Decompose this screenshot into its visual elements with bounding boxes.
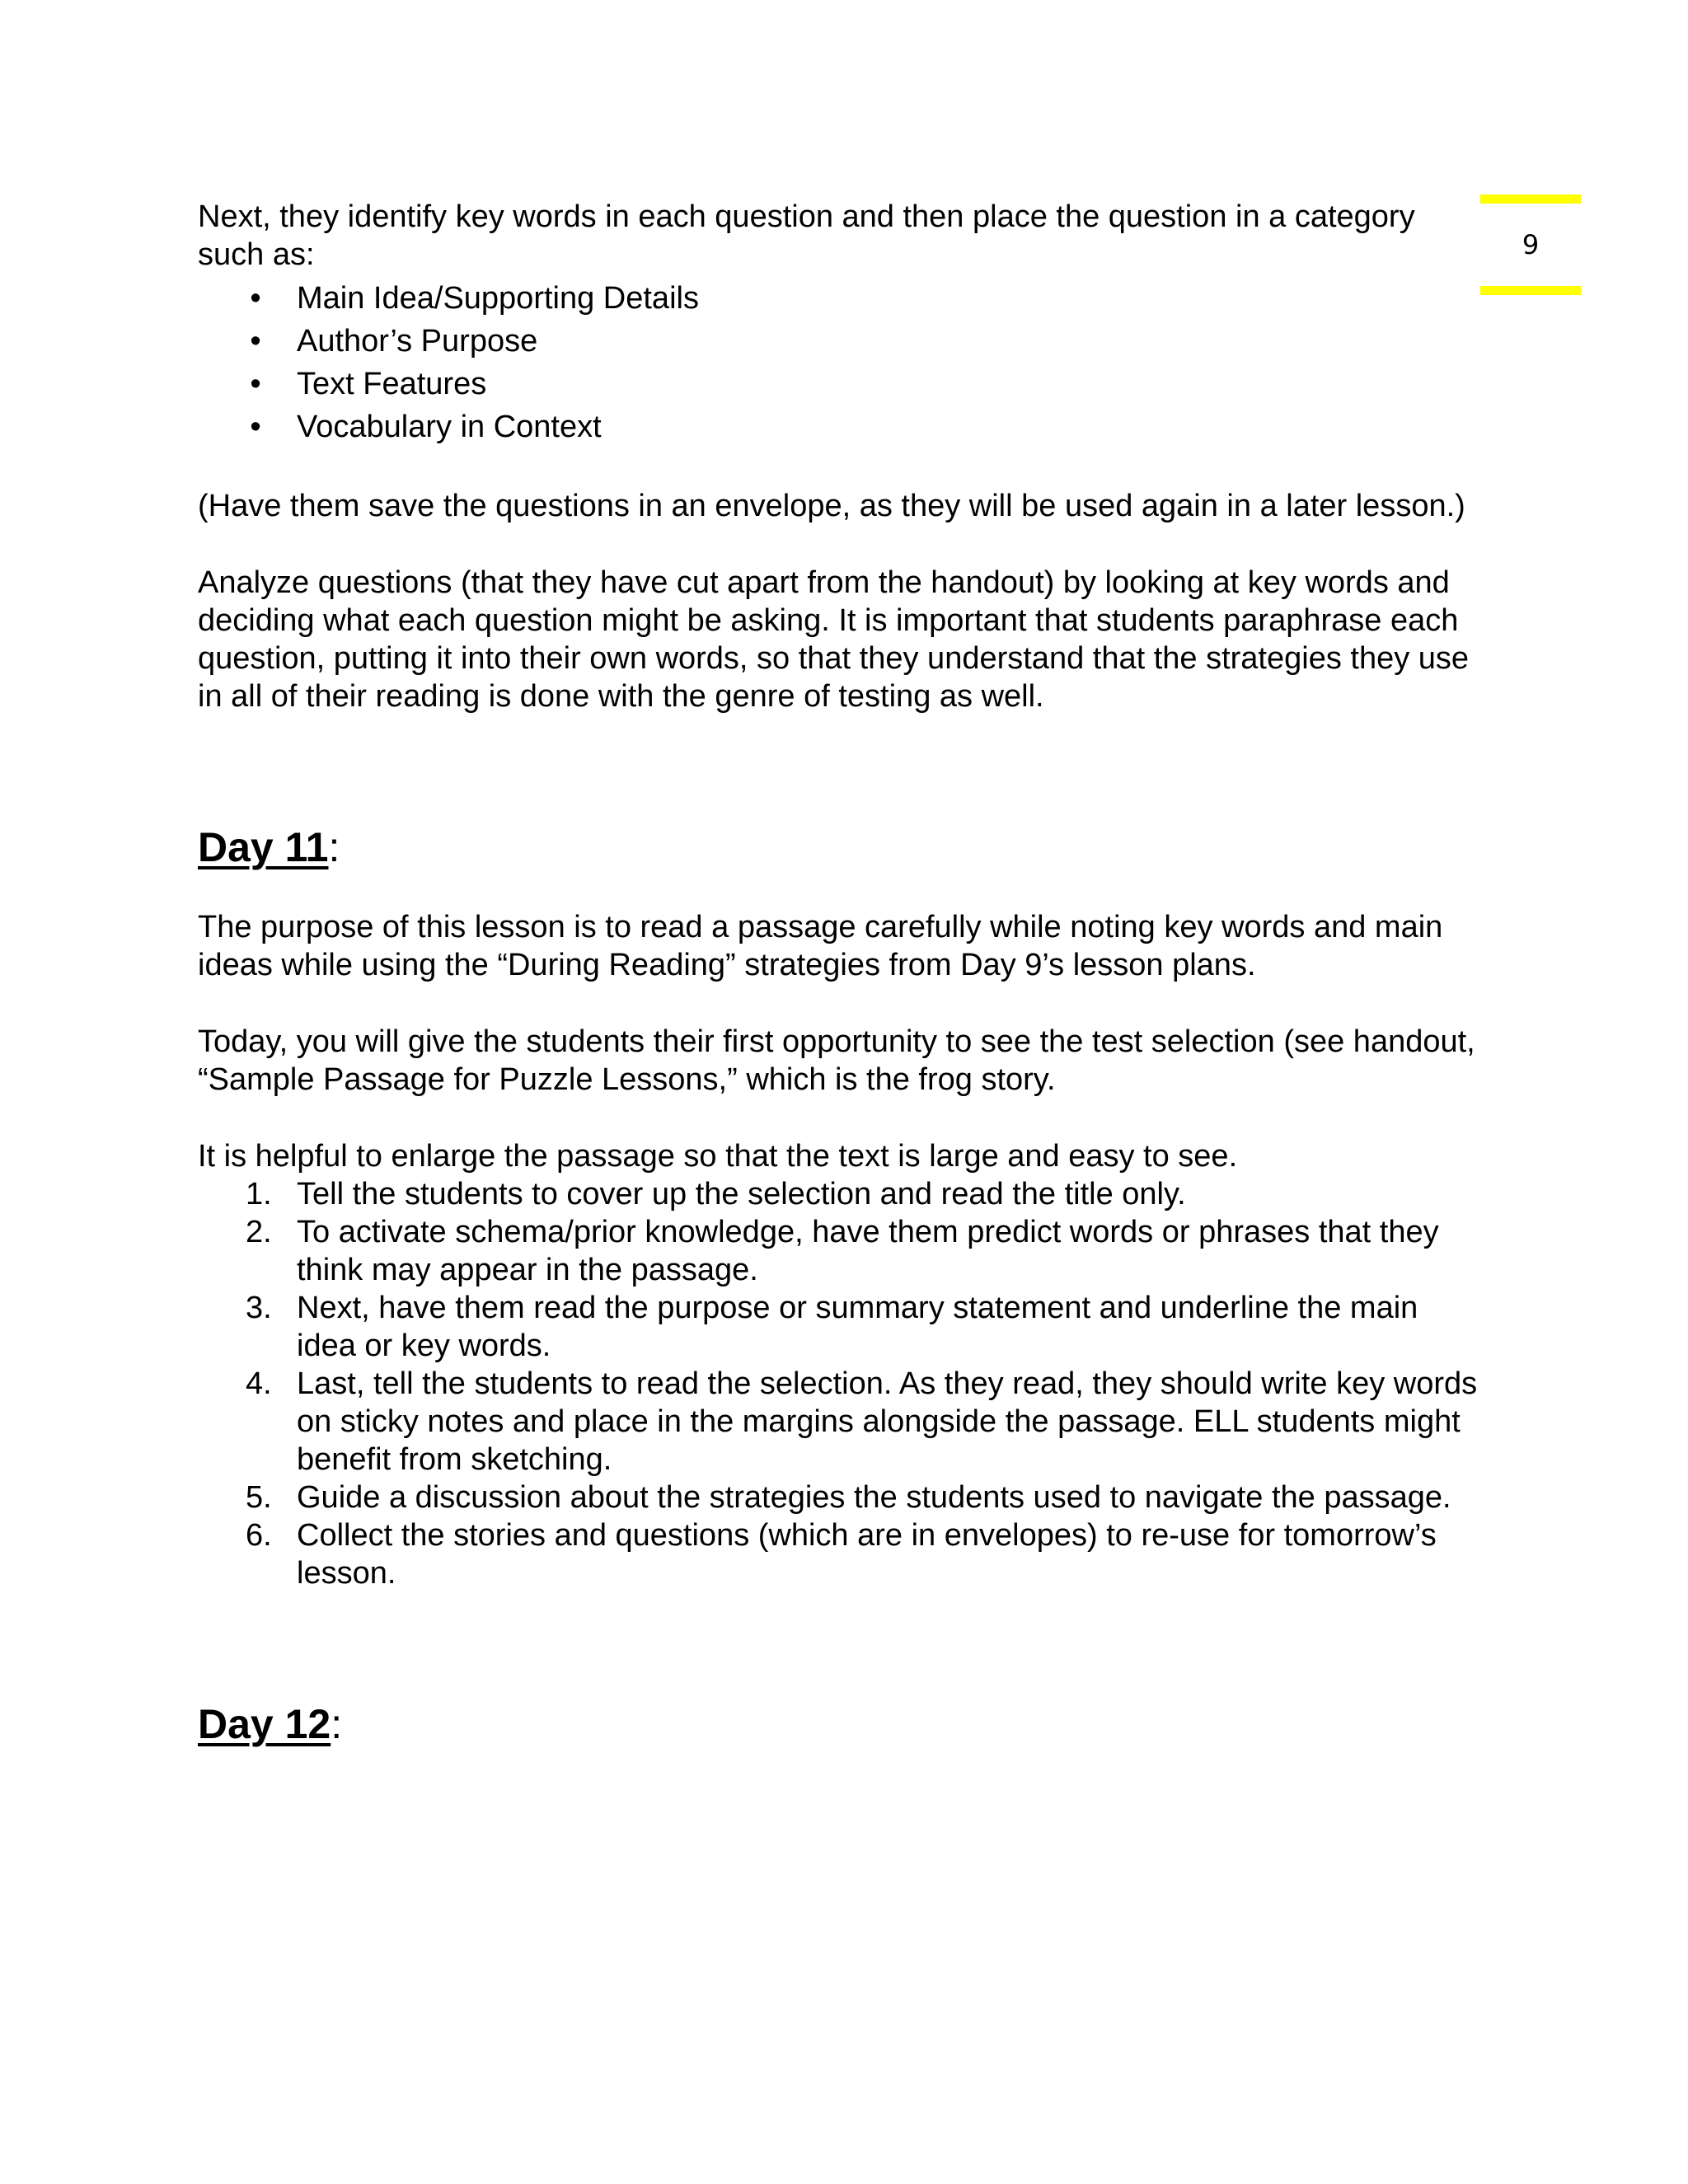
list-item [198, 1213, 1484, 1289]
step-number: 1. [246, 1177, 272, 1212]
day12-heading-colon: : [331, 1701, 343, 1747]
category-label: Text Features [297, 367, 487, 401]
step-number: 3. [246, 1291, 272, 1325]
day11-heading [198, 823, 1484, 872]
list-item [198, 1365, 1484, 1479]
list-item [198, 363, 1484, 405]
step-text: Collect the stories and questions (which are in envelopes) to re-use for tomorrow’s lesson. [297, 1518, 1437, 1591]
day11-heading-label: Day 11 [198, 824, 329, 870]
step-text: Guide a discussion about the strategies the students used to navigate the passage. [297, 1480, 1451, 1515]
list-item [198, 320, 1484, 363]
list-item [198, 405, 1484, 448]
list-item [198, 1175, 1484, 1213]
day11-heading-colon: : [328, 824, 340, 870]
page-number: 9 [1522, 229, 1540, 260]
bullet-icon: • [250, 367, 261, 401]
category-label: Vocabulary in Context [297, 410, 602, 444]
step-number: 5. [246, 1480, 272, 1515]
document-body [198, 198, 1484, 1749]
analyze-paragraph: Analyze questions (that they have cut apart from the handout) by looking at key words and deciding what each question might be asking. It is important that students paraphrase each question, putting it into their own words, so that they understand that the strategies they use in all of their reading is done with the genre of testing as well. [198, 565, 1470, 714]
step-text: Next, have them read the purpose or summary statement and underline the main idea or key words. [297, 1291, 1418, 1363]
bullet-icon: • [250, 410, 261, 444]
intro-paragraph: Next, they identify key words in each question and then place the question in a category such as: [198, 199, 1415, 272]
page-number-box [1480, 194, 1581, 295]
step-number: 2. [246, 1215, 272, 1249]
step-number: 4. [246, 1366, 272, 1401]
step-text: Tell the students to cover up the selection and read the title only. [297, 1177, 1186, 1212]
bullet-icon: • [250, 324, 261, 359]
list-item [198, 1479, 1484, 1516]
day12-heading [198, 1699, 1484, 1749]
save-note: (Have them save the questions in an envelope, as they will be used again in a later lesson.) [198, 489, 1465, 523]
step-number: 6. [246, 1518, 272, 1553]
category-list [198, 277, 1484, 448]
day11-helpful: It is helpful to enlarge the passage so that the text is large and easy to see. [198, 1139, 1238, 1174]
day11-today: Today, you will give the students their first opportunity to see the test selection (see handout, “Sample Passage for Puzzle Lessons,” which is the frog story. [198, 1024, 1475, 1097]
bullet-icon: • [250, 281, 261, 316]
list-item [198, 1289, 1484, 1365]
list-item [198, 277, 1484, 320]
day11-steps [198, 1175, 1484, 1592]
category-label: Author’s Purpose [297, 324, 538, 359]
day11-purpose: The purpose of this lesson is to read a passage carefully while noting key words and main ideas while using the “During Reading” strategies from Day 9’s lesson plans. [198, 910, 1443, 982]
step-text: Last, tell the students to read the selection. As they read, they should write key words on sticky notes and place in the margins alongside the passage. ELL students might benefit from sketching. [297, 1366, 1478, 1477]
step-text: To activate schema/prior knowledge, have them predict words or phrases that they think may appear in the passage. [297, 1215, 1439, 1287]
day12-heading-label: Day 12 [198, 1701, 331, 1747]
list-item [198, 1516, 1484, 1592]
category-label: Main Idea/Supporting Details [297, 281, 699, 316]
